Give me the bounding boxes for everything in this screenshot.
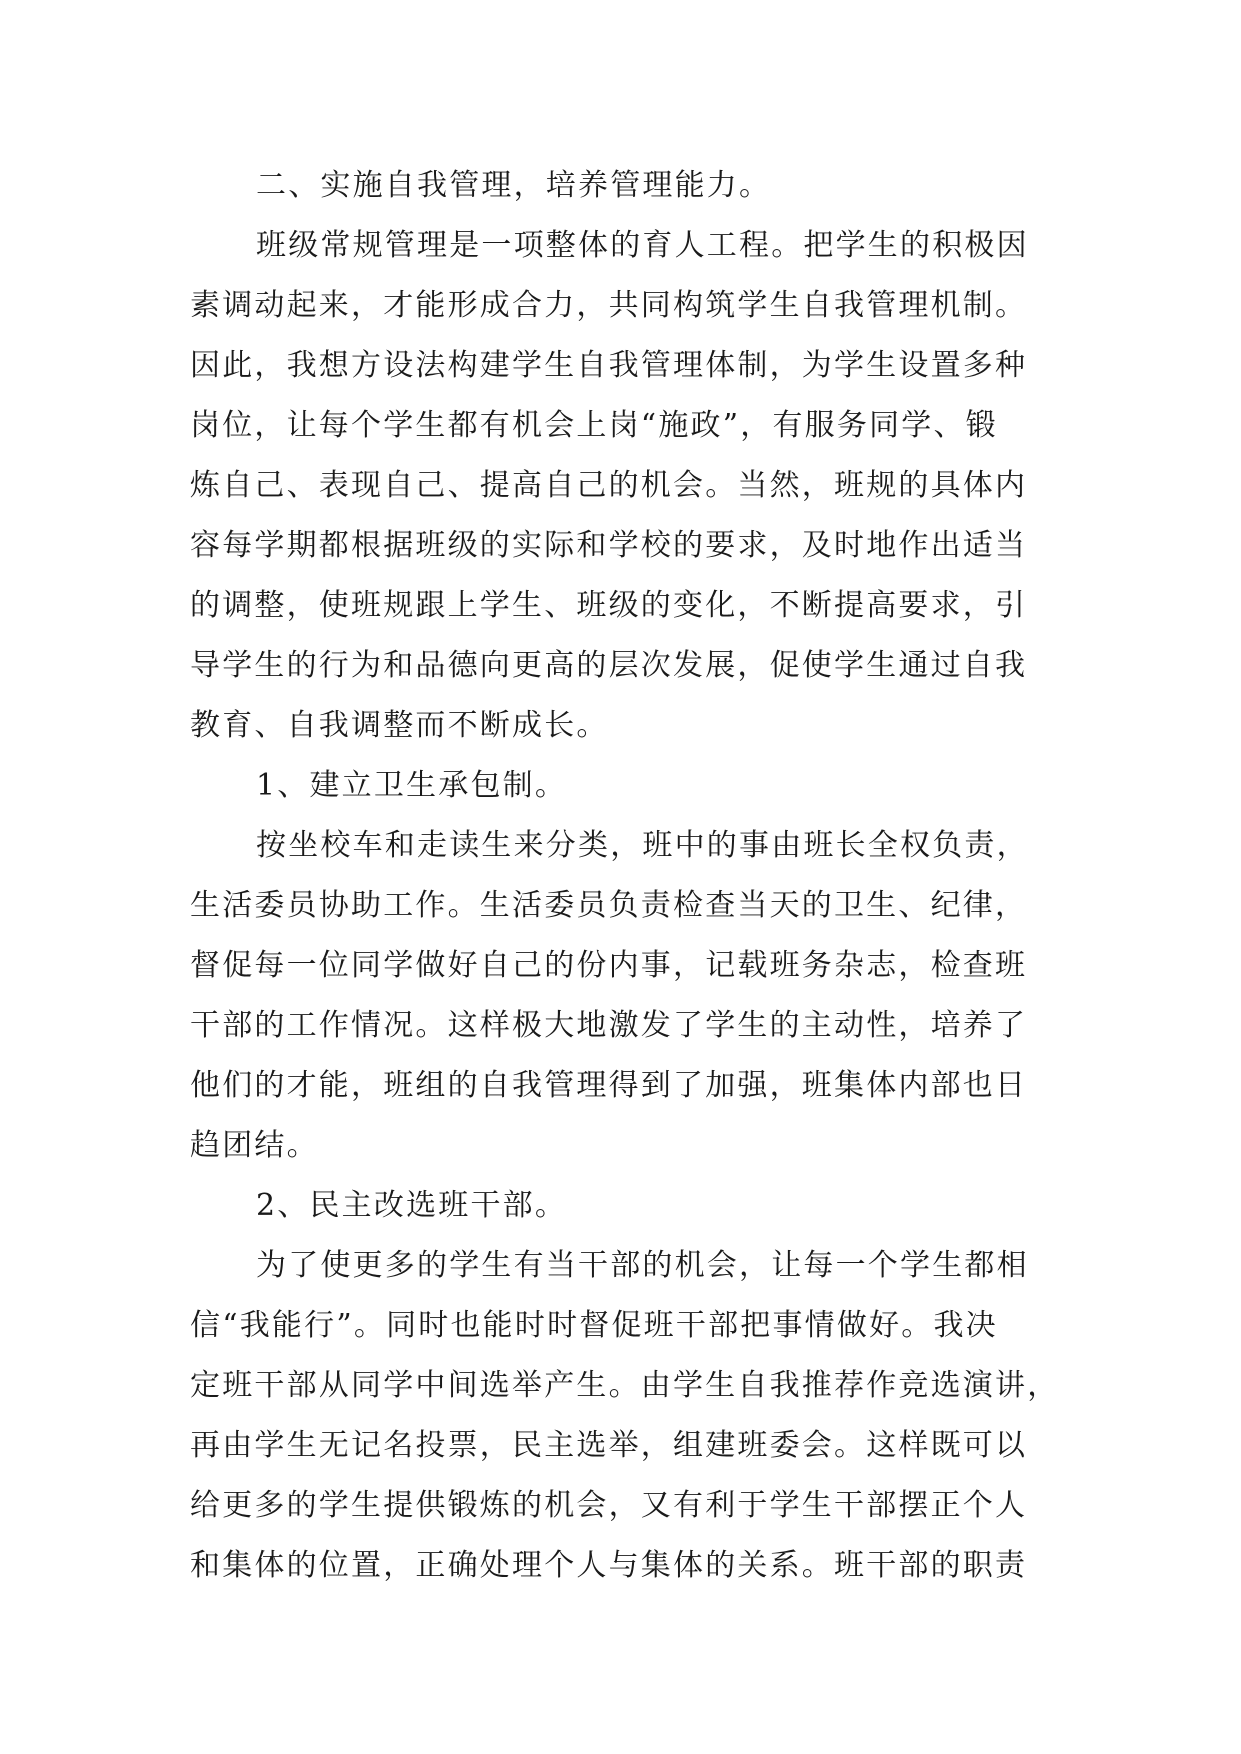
text-line: 干部的工作情况。这样极大地激发了学生的主动性，培养了: [190, 1008, 1028, 1043]
paragraph-first-line: 二、实施自我管理，培养管理能力。: [256, 168, 772, 203]
text-line: 的调整，使班规跟上学生、班级的变化，不断提高要求，引: [190, 588, 1028, 623]
text-line: 教育、自我调整而不断成长。: [190, 708, 609, 743]
paragraph-first-line: 1、建立卫生承包制。: [256, 768, 568, 803]
text-line: 给更多的学生提供锻炼的机会，又有利于学生干部摆正个人: [190, 1488, 1028, 1523]
text-line: 和集体的位置，正确处理个人与集体的关系。班干部的职责: [190, 1548, 1028, 1583]
text-line: 生活委员协助工作。生活委员负责检查当天的卫生、纪律，: [190, 888, 1028, 923]
text-line: 素调动起来，才能形成合力，共同构筑学生自我管理机制。: [190, 288, 1028, 323]
document-body: [190, 156, 1070, 1596]
text-line: 岗位，让每个学生都有机会上岗“施政”，有服务同学、锻: [190, 408, 998, 443]
text-line: 督促每一位同学做好自己的份内事，记载班务杂志，检查班: [190, 948, 1028, 983]
text-line: 炼自己、表现自己、提高自己的机会。当然，班规的具体内: [190, 468, 1028, 503]
paragraph-first-line: 按坐校车和走读生来分类，班中的事由班长全权负责，: [256, 828, 1029, 863]
text-line: 容每学期都根据班级的实际和学校的要求，及时地作出适当: [190, 528, 1028, 563]
text-line: 再由学生无记名投票，民主选举，组建班委会。这样既可以: [190, 1428, 1028, 1463]
text-line: 信“我能行”。同时也能时时督促班干部把事情做好。我决: [190, 1308, 998, 1343]
paragraph-first-line: 为了使更多的学生有当干部的机会，让每一个学生都相: [256, 1248, 1029, 1283]
text-line: 导学生的行为和品德向更高的层次发展，促使学生通过自我: [190, 648, 1028, 683]
text-line: 因此，我想方设法构建学生自我管理体制，为学生设置多种: [190, 348, 1028, 383]
text-line: 趋团结。: [190, 1128, 319, 1163]
text-line: 定班干部从同学中间选举产生。由学生自我推荐作竞选演讲，: [190, 1368, 1060, 1403]
paragraph-first-line: 2、民主改选班干部。: [256, 1188, 568, 1223]
text-line: 他们的才能，班组的自我管理得到了加强，班集体内部也日: [190, 1068, 1028, 1103]
paragraph-first-line: 班级常规管理是一项整体的育人工程。把学生的积极因: [256, 228, 1029, 263]
